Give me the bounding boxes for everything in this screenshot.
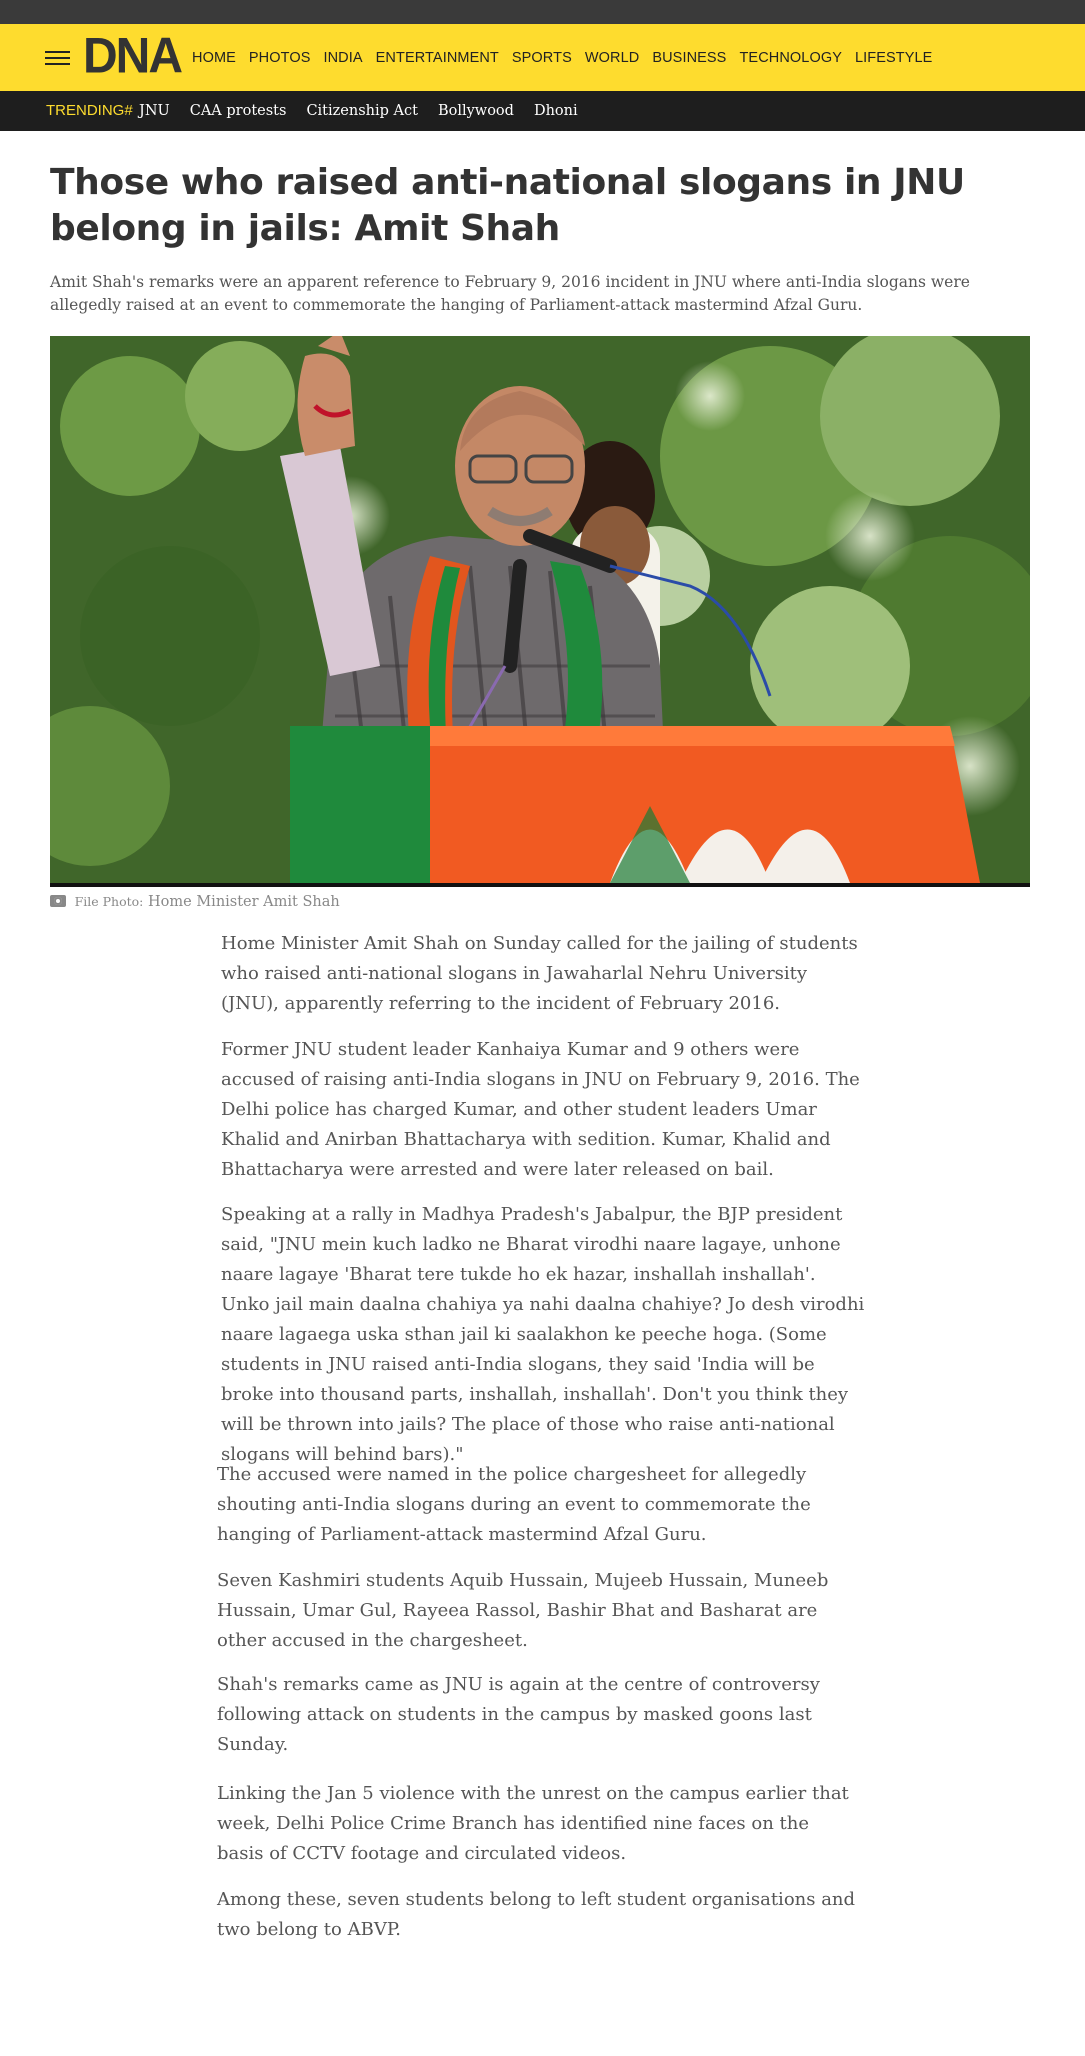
trending-tag-caa-protests[interactable]: CAA protests [189, 103, 287, 119]
nav-world[interactable]: WORLD [584, 50, 640, 66]
nav-sports[interactable]: SPORTS [511, 50, 572, 66]
nav-home[interactable]: HOME [192, 50, 236, 66]
article-headline: Those who raised anti-national slogans in JNU belong in jails: Amit Shah [50, 162, 965, 249]
nav-links [192, 48, 945, 68]
trending-tags [139, 101, 598, 121]
nav-technology[interactable]: TECHNOLOGY [739, 50, 842, 66]
article-paragraph: Home Minister Amit Shah on Sunday called for the jailing of students who raised anti-national slogans in Jawaharlal Nehru University (JNU), apparently referring to the incident of February 2016. [221, 933, 858, 1014]
photo-caption [50, 894, 340, 910]
article-paragraph: The accused were named in the police chargesheet for allegedly shouting anti-India slogans during an event to commemorate the hanging of Parliament-attack mastermind Afzal Guru. [217, 1464, 811, 1545]
trending-tag-citizenship-act[interactable]: Citizenship Act [306, 103, 418, 119]
article-summary: Amit Shah's remarks were an apparent reference to February 9, 2016 incident in JNU where anti-India slogans were allegedly raised at an event to commemorate the hanging of Parliament-attack mastermind Afzal Guru. [50, 273, 970, 314]
main-navigation [0, 24, 1085, 91]
nav-lifestyle[interactable]: LIFESTYLE [854, 50, 933, 66]
camera-icon [50, 895, 66, 907]
trending-tag-jnu[interactable]: JNU [139, 103, 170, 119]
trending-bar [0, 91, 1085, 131]
trending-tag-dhoni[interactable]: Dhoni [533, 103, 578, 119]
article-paragraph: Shah's remarks came as JNU is again at the centre of controversy following attack on students in the campus by masked goons last Sunday. [217, 1674, 820, 1755]
trending-label: TRENDING# [46, 102, 133, 119]
trending-tag-bollywood[interactable]: Bollywood [437, 103, 514, 119]
article-paragraph: Seven Kashmiri students Aquib Hussain, Mujeeb Hussain, Muneeb Hussain, Umar Gul, Rayeea Rassol, Bashir Bhat and Basharat are other accused in the chargesheet. [217, 1570, 829, 1651]
nav-business[interactable]: BUSINESS [652, 50, 727, 66]
site-logo[interactable]: DNA [83, 28, 181, 85]
article-paragraph: Former JNU student leader Kanhaiya Kumar and 9 others were accused of raising anti-India slogans in JNU on February 9, 2016. The Delhi police has charged Kumar, and other student leaders Umar Khalid and Anirban Bhattacharya with sedition. Kumar, Khalid and Bhattacharya were arrested and were later released on bail. [221, 1039, 860, 1180]
menu-icon[interactable] [45, 51, 70, 66]
article-paragraph: Linking the Jan 5 violence with the unrest on the campus earlier that week, Delhi Police Crime Branch has identified nine faces on the basis of CCTV footage and circulated videos. [217, 1783, 849, 1864]
nav-photos[interactable]: PHOTOS [248, 50, 311, 66]
article-paragraph: Speaking at a rally in Madhya Pradesh's Jabalpur, the BJP president said, "JNU mein kuch ladko ne Bharat virodhi naare lagaye, unhone naare lagaye 'Bharat tere tukde ho ek hazar, inshallah inshallah'. Unko jail main daalna chahiya ya nahi daalna chahiye? Jo desh virodhi naare lagaega uska sthan jail ki saalakhon ke peeche hoga. (Some students in JNU raised anti-India slogans, they said 'India will be broke into thousand parts, inshallah, inshallah'. Don't you think they will be thrown into jails? The place of those who raise anti-national slogans will behind bars)." [221, 1204, 865, 1465]
article-paragraph: Among these, seven students belong to left student organisations and two belong to ABVP. [217, 1889, 856, 1940]
nav-entertainment[interactable]: ENTERTAINMENT [375, 50, 499, 66]
caption-text: Home Minister Amit Shah [148, 894, 340, 910]
browser-top-strip [0, 0, 1085, 24]
article-photo [50, 336, 1030, 887]
nav-india[interactable]: INDIA [323, 50, 363, 66]
speaker-at-podium-image [50, 336, 1030, 883]
caption-prefix: File Photo: [74, 894, 144, 909]
